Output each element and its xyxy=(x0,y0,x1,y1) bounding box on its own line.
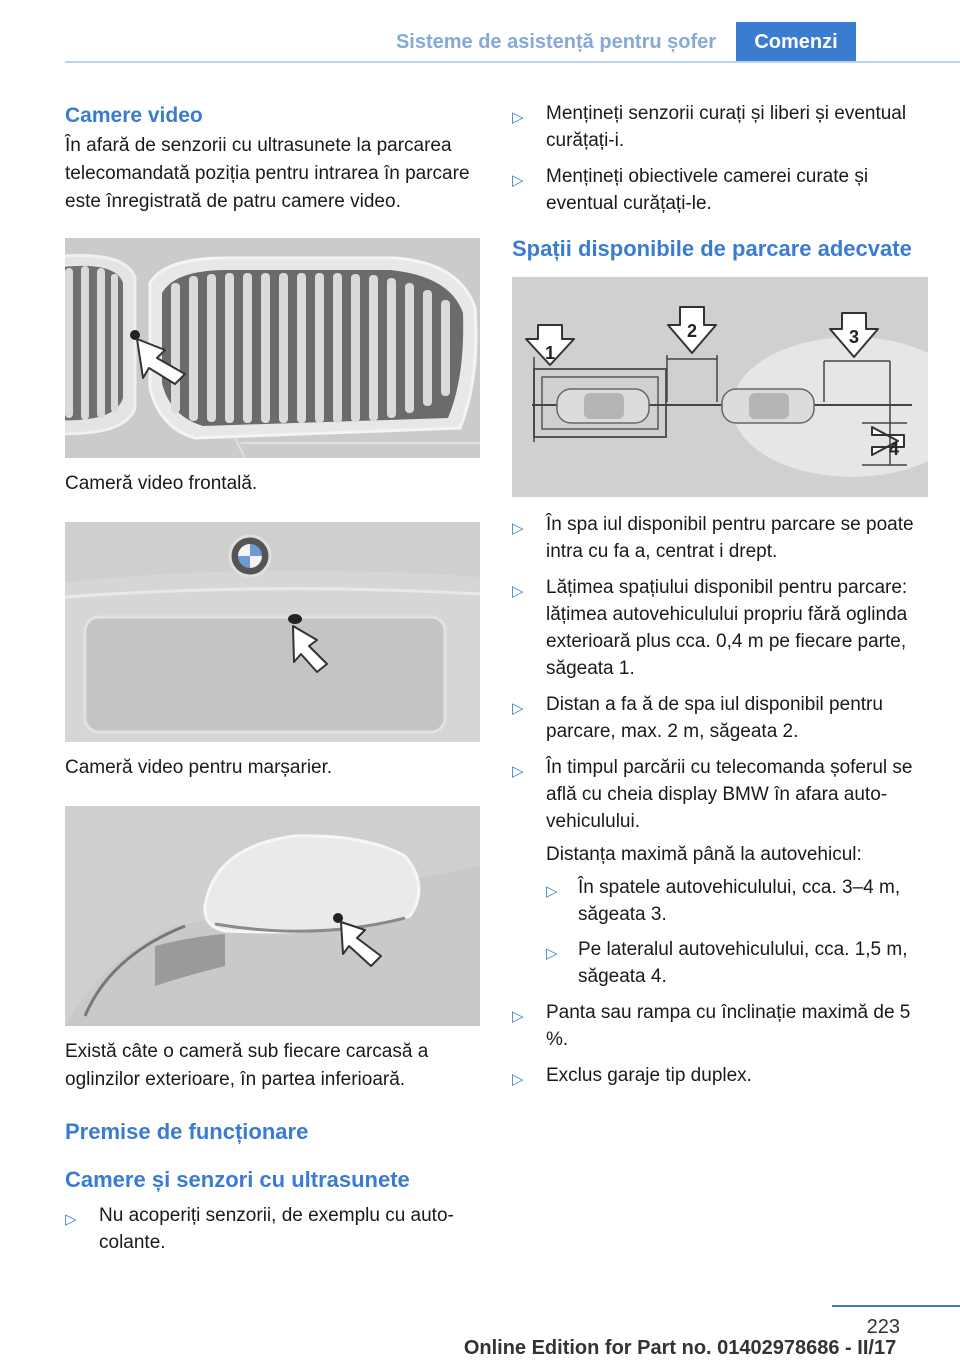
distance-intro: Distanța maximă până la autovehicul: xyxy=(546,844,862,865)
triangle-bullet-icon: ▷ xyxy=(512,1008,524,1025)
right-bullet-list-top xyxy=(512,100,928,217)
triangle-bullet-icon: ▷ xyxy=(512,1071,524,1088)
caption-rear-camera: Cameră video pentru marșarier. xyxy=(65,757,333,778)
caption-mirror-camera: Există câte o cameră sub fiecare carcasă a oglinzilor exterioare, în partea inferioară. xyxy=(65,1041,429,1090)
triangle-bullet-icon: ▷ xyxy=(512,763,524,780)
rear-camera-image xyxy=(65,522,480,742)
left-column xyxy=(65,100,480,1265)
intro-paragraph: În afară de senzorii cu ultrasunete la parcarea telecomandată poziția pentru intrarea în parcare este înregistrată de patru camere video. xyxy=(65,135,470,212)
footer-divider xyxy=(832,1305,960,1307)
list-item: ▷ Exclus garaje tip duplex. xyxy=(512,1062,928,1089)
triangle-bullet-icon: ▷ xyxy=(65,1211,77,1228)
caption-front-camera: Cameră video frontală. xyxy=(65,473,258,494)
mirror-camera-image xyxy=(65,806,480,1026)
sub-bullet-list xyxy=(546,874,928,990)
triangle-bullet-icon: ▷ xyxy=(546,883,558,900)
list-item: ▷ Lățimea spațiului disponibil pentru parcare: lățimea autovehiculului propriu fără oglinda exterioară plus cca. 0,4 m pe fiecare parte, săgeata 1. xyxy=(512,577,908,679)
triangle-bullet-icon: ▷ xyxy=(512,172,524,189)
section-title-camere-video: Camere video xyxy=(65,104,203,127)
list-item: ▷ În spa iul disponibil pentru parcare se poate intra cu fa a, centrat i drept. xyxy=(512,514,914,562)
sub-list-item: ▷ În spatele autovehiculului, cca. 3–4 m, săgeata 3. xyxy=(546,877,901,925)
diagram-label-1: 1 xyxy=(544,343,556,363)
header-section-title: Sisteme de asistență pentru șofer xyxy=(395,30,717,53)
diagram-label-4: 4 xyxy=(888,439,900,459)
parking-space-diagram xyxy=(512,277,928,497)
edition-note: Online Edition for Part no. 01402978686 - II/17 xyxy=(463,1337,897,1359)
list-item: ▷ Nu acoperiți senzorii, de exemplu cu autocolante. xyxy=(65,1205,454,1253)
triangle-bullet-icon: ▷ xyxy=(546,945,558,962)
list-item: ▷ Distan a fa ă de spa iul disponibil pentru parcare, max. 2 m, săgeata 2. xyxy=(512,694,883,742)
right-column xyxy=(512,100,928,1098)
triangle-bullet-icon: ▷ xyxy=(512,700,524,717)
page-number: 223 xyxy=(866,1316,900,1338)
list-item: ▷ Panta sau rampa cu înclinație maximă de 5 %. xyxy=(512,1002,911,1050)
list-item: ▷ Mențineți obiectivele camerei curate și eventual curățați-le. xyxy=(512,166,869,214)
triangle-bullet-icon: ▷ xyxy=(512,520,524,537)
diagram-label-2: 2 xyxy=(686,321,698,341)
heading-premise: Premise de funcționare xyxy=(65,1119,309,1144)
heading-cameras-sensors: Camere și senzori cu ultrasunete xyxy=(65,1167,410,1192)
left-bullet-list xyxy=(65,1202,480,1256)
heading-parking-spaces: Spații disponibile de parcare adecvate xyxy=(512,236,912,261)
diagram-label-3: 3 xyxy=(848,327,860,347)
list-item: ▷ În timpul parcării cu telecomanda șoferul se află cu cheia display BMW în afara autovehiculului. Distanța maximă până la autovehicul: ▷ În spatele autovehiculului, cca. 3–4 m, săgeata 3. ▷ Pe lateralul autovehiculului, cca. 1,5 m, săgeata 4. xyxy=(512,754,928,990)
triangle-bullet-icon: ▷ xyxy=(512,583,524,600)
header-tab-comenzi[interactable]: Comenzi xyxy=(736,22,856,62)
sub-list-item: ▷ Pe lateralul autovehiculului, cca. 1,5 m, săgeata 4. xyxy=(546,939,908,987)
triangle-bullet-icon: ▷ xyxy=(512,109,524,126)
header-divider xyxy=(65,61,960,63)
list-item: ▷ Mențineți senzorii curați și liberi și eventual curățați-i. xyxy=(512,103,907,151)
right-bullet-list-main xyxy=(512,511,928,1089)
front-camera-image xyxy=(65,238,480,458)
